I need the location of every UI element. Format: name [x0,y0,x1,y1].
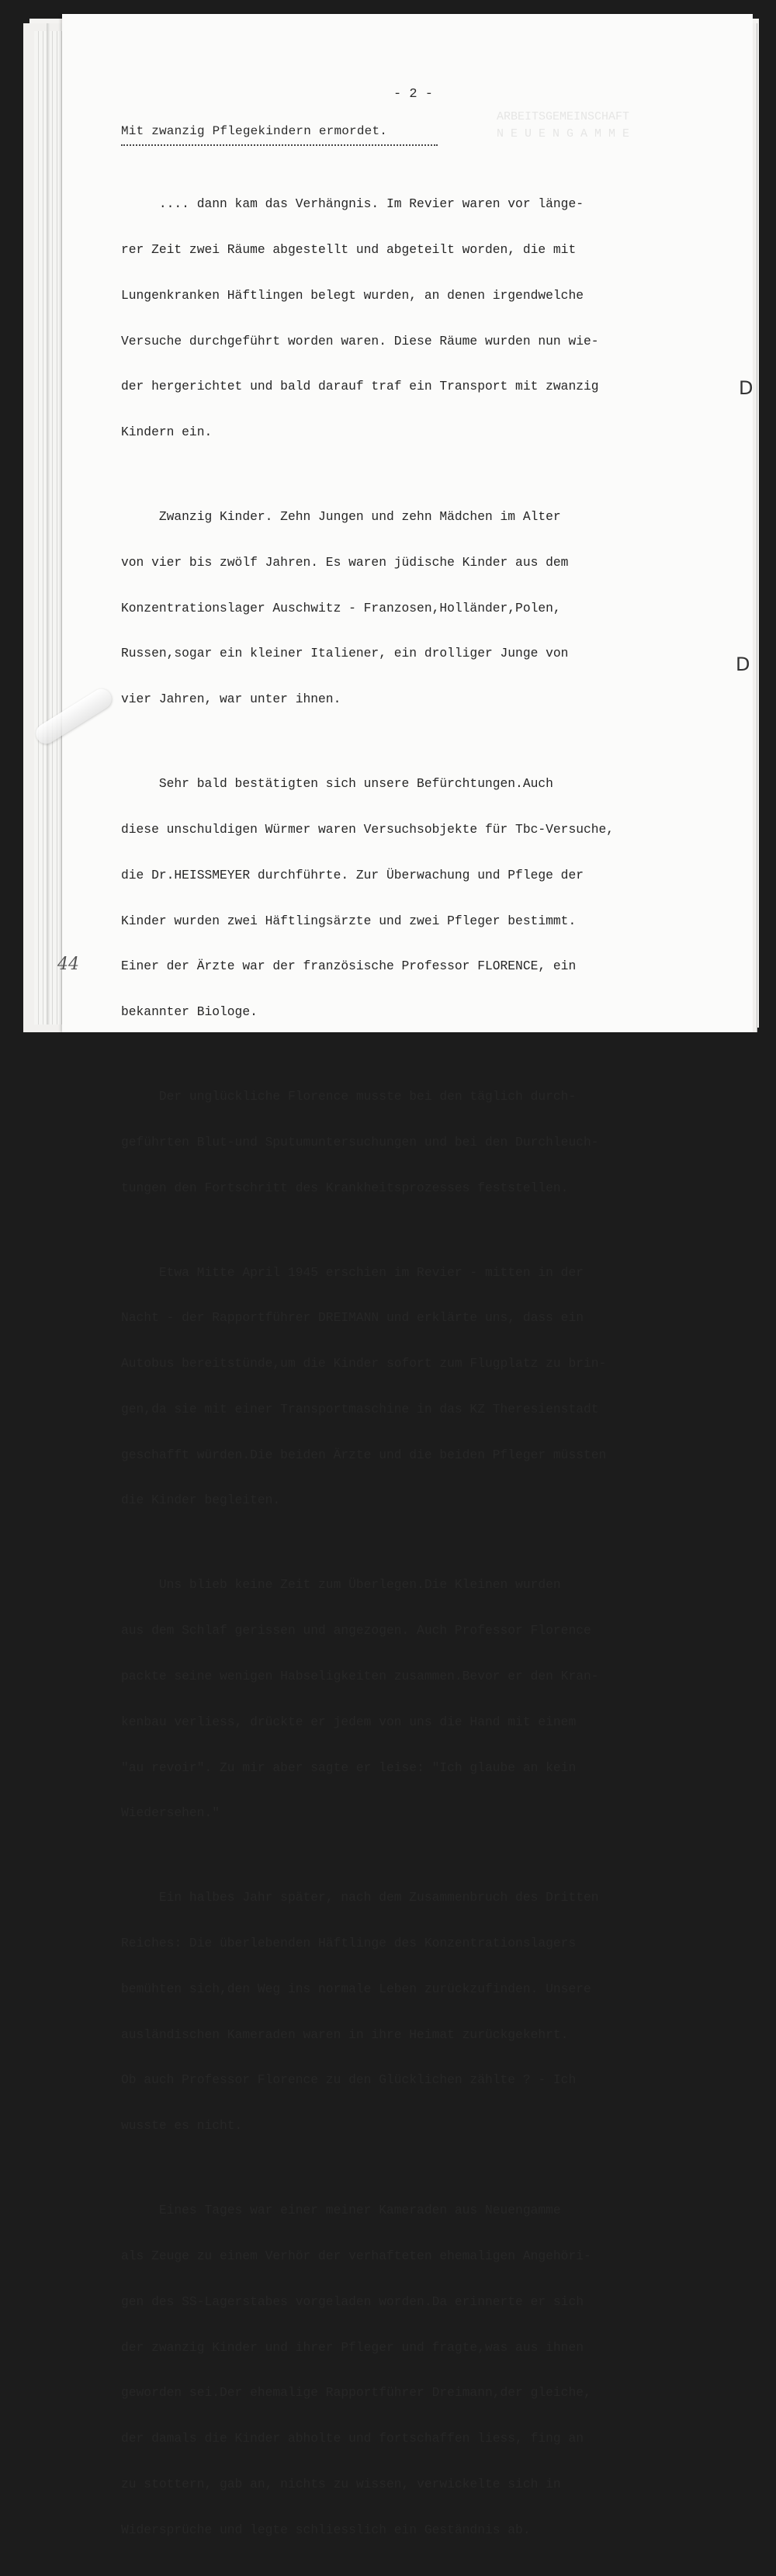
text-line: Reiches: Die überlebenden Häftlinge des Konzentrationslagers [121,1936,577,1951]
text-line: Sehr bald bestätigten sich unsere Befürchtungen.Auch [121,776,553,792]
text-line: der hergerichtet und bald darauf traf ein Transport mit zwanzig [121,379,599,394]
text-line: Wiedersehen." [121,1805,220,1821]
text-line: gen des SS-Lagerstabes vorgeladen worden.Da erinnerte er sich [121,2293,584,2309]
text-line: ausländischen Kameraden waren in ihre Heimat zurückgekehrt. [121,2026,569,2042]
text-line: packte seine wenigen Habseligkeiten zusammen.Bevor er den Kran- [121,1669,599,1683]
text-line: tungen den Fortschritt des Krankheitsprozesses feststellen. [121,1180,569,1195]
text-line: als Zeuge zu einem Verhör der verhafteten ehemaligen Angehöri- [121,2248,591,2263]
text-line: Ein halbes Jahr später, nach dem Zusammenbruch des Dritten [121,1890,599,1905]
bleed-through-text: ARBEITSGEMEINSCHAFT N E U E N G A M M E [497,110,630,140]
text-line: Der unglückliche Florence musste bei den täglich durch- [121,1089,577,1104]
text-line: Konzentrationslager Auschwitz - Franzosen,Holländer,Polen, [121,600,561,615]
text-line: Einer der Ärzte war der französische Professor FLORENCE, ein [121,959,577,974]
text-line: der damals die Kinder abholte und fortschaffen liess, fing an [121,2431,584,2446]
text-line: gen,da sie mit einer Transportmaschine in das KZ Theresienstadt [121,1401,599,1416]
binding-edge [47,23,50,1025]
text-line: diese unschuldigen Würmer waren Versuchsobjekte für Tbc-Versuche, [121,821,615,837]
text-line: der zwanzig Kinder und ihrer Pfleger und fragte,was aus ihnen [121,2339,584,2355]
handwritten-mark: 44 [57,955,79,974]
body-text [121,166,719,2576]
text-line: die Dr.HEISSMEYER durchführte. Zur Überwachung und Pflege der [121,867,584,882]
text-line: bekannter Biologe. [121,1004,258,1020]
paragraph [121,1234,719,1538]
text-line: Eines Tages war einer meiner Kameraden aus Neuengamme [121,2203,561,2218]
paragraph [121,479,719,737]
text-line: Russen,sogar ein kleiner Italiener, ein drolliger Junge von [121,646,569,661]
text-line: rer Zeit zwei Räume abgestellt und abgeteilt worden, die mit [121,241,577,257]
text-line: von vier bis zwölf Jahren. Es waren jüdische Kinder aus dem [121,554,569,570]
paragraph [121,1547,719,1851]
paragraph [121,746,719,1050]
text-line: Zwanzig Kinder. Zehn Jungen und zehn Mädchen im Alter [121,509,561,525]
page-title: Mit zwanzig Pflegekindern ermordet. [121,124,388,138]
text-line: vier Jahren, war unter ihnen. [121,692,341,707]
text-line: kenbau verliess, drückte er jedem von uns die Hand mit einem [121,1714,577,1729]
text-line: Autobus bereitstünde,um die Kinder sofort zum Flugplatz zu brin- [121,1356,607,1371]
text-line: Versuche durchgeführt worden waren. Diese Räume wurden nun wie- [121,333,599,348]
paragraph [121,2172,719,2567]
text-line: "au revoir". Zu mir aber sagte er leise: "Ich glaube an kein [121,1760,577,1775]
text-line: zu stottern, gab an, nichts zu wissen, verwickelte sich in [121,2476,561,2491]
text-line: bemühten sich,den Weg ins normale Leben zurückzufinden. Unsere [121,1981,591,1996]
text-line: Nacht - der Rapportführer DREIMANN und erklärte uns, dass ein [121,1310,584,1326]
text-line: .... dann kam das Verhängnis. Im Revier waren vor länge- [121,196,584,212]
title-underline [121,144,438,146]
text-line: aus dem Schlaf gerissen und angezogen. Auch Professor Florence [121,1623,591,1638]
text-line: Kinder wurden zwei Häftlingsärzte und zwei Pfleger bestimmt. [121,913,577,928]
page-number: - 2 - [393,87,434,102]
paragraph [121,1860,719,2164]
text-line: Uns blieb keine Zeit zum Überlegen.Die Kleinen wurden [121,1577,561,1593]
text-line: wusste es nicht. [121,2118,243,2134]
text-line: geworden sei.Der ehemalige Rapportführer Dreimann,der gleiche, [121,2385,591,2401]
margin-mark: D [739,377,753,399]
paragraph [121,166,719,470]
paragraph [121,1059,719,1226]
text-line: die Kinder begleiten. [121,1493,281,1508]
margin-mark: D [736,654,750,675]
text-line: Kindern ein. [121,425,213,440]
text-line: Etwa Mitte April 1945 erschien im Revier - mitten in der [121,1264,584,1280]
text-line: Ob auch Professor Florence zu den Glücklichen zählte ? - Ich [121,2072,577,2088]
text-line: Lungenkranken Häftlingen belegt wurden, an denen irgendwelche [121,287,584,303]
text-line: geführten Blut-und Sputumuntersuchungen und bei den Durchleuch- [121,1134,599,1149]
text-line: Widersprüche und legte schliesslich ein Geständnis ab. [121,2522,531,2537]
text-line: geschafft würden.Die beiden Ärzte und die beiden Pfleger müssten [121,1447,607,1462]
